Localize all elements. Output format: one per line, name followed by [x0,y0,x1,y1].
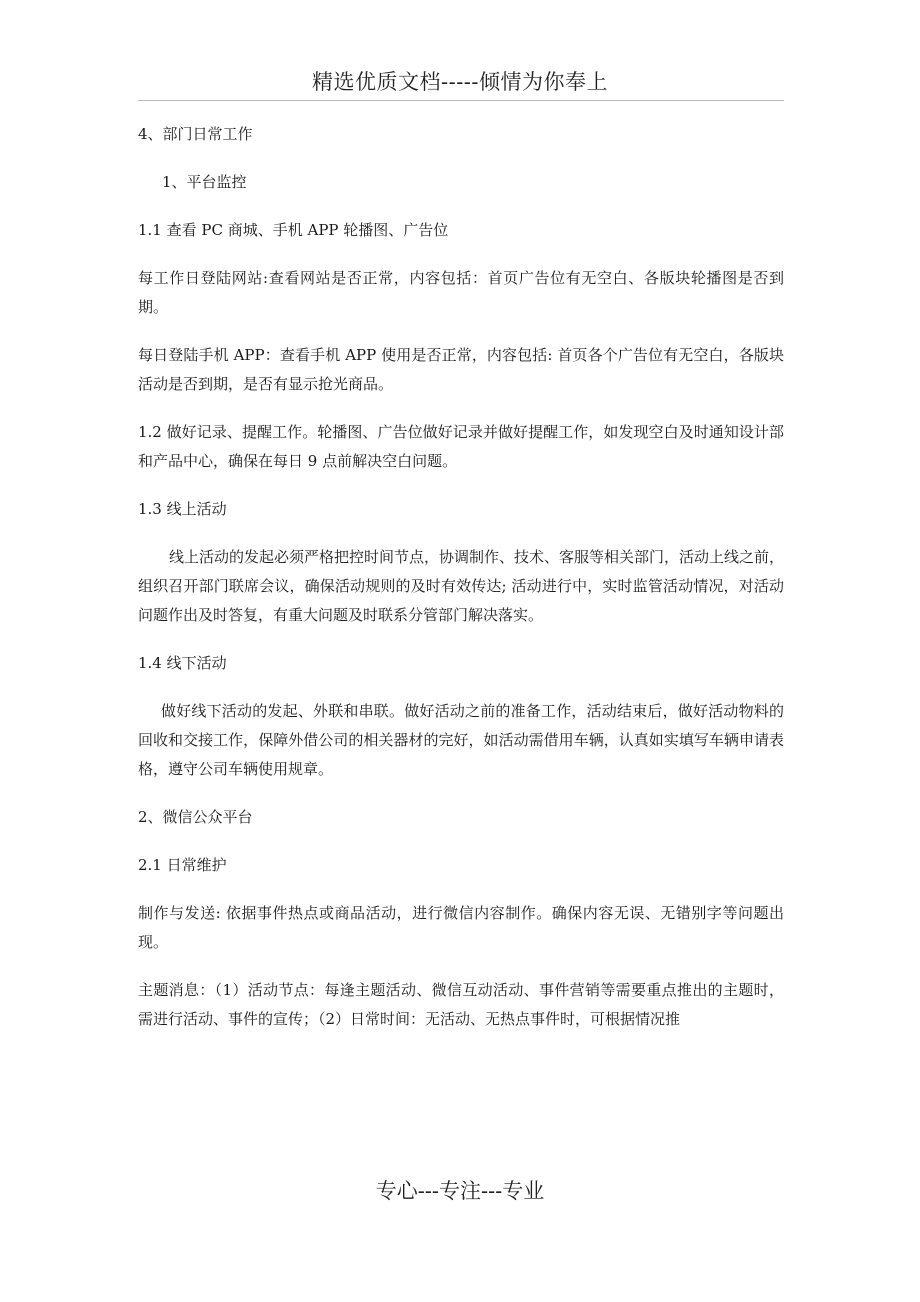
paragraph: 1.2 做好记录、提醒工作。轮播图、广告位做好记录并做好提醒工作，如发现空白及时通知设计部和产品中心，确保在每日 9 点前解决空白问题。 [138,423,784,470]
item-heading: 1.3 线上活动 [138,500,227,518]
paragraph: 线上活动的发起必须严格把控时间节点，协调制作、技术、客服等相关部门，活动上线之前，组织召开部门联席会议，确保活动规则的及时有效传达; 活动进行中，实时监管活动情况，对活动问题作出及时答复，有重大问题及时联系分管部门解决落实。 [138,548,785,624]
paragraph: 每工作日登陆网站:查看网站是否正常，内容包括：首页广告位有无空白、各版块轮播图是否到期。 [138,269,784,316]
item-heading: 1.4 线下活动 [138,654,227,672]
document-body [138,120,784,1053]
subsection-heading: 1、平台监控 [162,173,247,191]
subsection-heading: 2、微信公众平台 [138,808,253,826]
header-divider [138,100,784,101]
section-heading: 4、部门日常工作 [138,125,253,143]
paragraph: 制作与发送: 依据事件热点或商品活动，进行微信内容制作。确保内容无误、无错别字等问题出现。 [138,904,784,951]
paragraph: 做好线下活动的发起、外联和串联。做好活动之前的准备工作，活动结束后，做好活动物料的回收和交接工作，保障外借公司的相关器材的完好，如活动需借用车辆，认真如实填写车辆申请表格，遵守公司车辆使用规章。 [138,702,784,778]
page-header: 精选优质文档-----倾情为你奉上 [312,70,608,94]
item-heading: 2.1 日常维护 [138,856,227,874]
paragraph: 每日登陆手机 APP：查看手机 APP 使用是否正常，内容包括: 首页各个广告位有无空白，各版块活动是否到期，是否有显示抢光商品。 [138,346,784,393]
page-footer: 专心---专注---专业 [375,1179,545,1203]
paragraph: 主题消息：（1）活动节点：每逢主题活动、微信互动活动、事件营销等需要重点推出的主题时，需进行活动、事件的宣传；（2）日常时间：无活动、无热点事件时，可根据情况推 [138,981,784,1028]
item-heading: 1.1 查看 PC 商城、手机 APP 轮播图、广告位 [138,221,449,239]
